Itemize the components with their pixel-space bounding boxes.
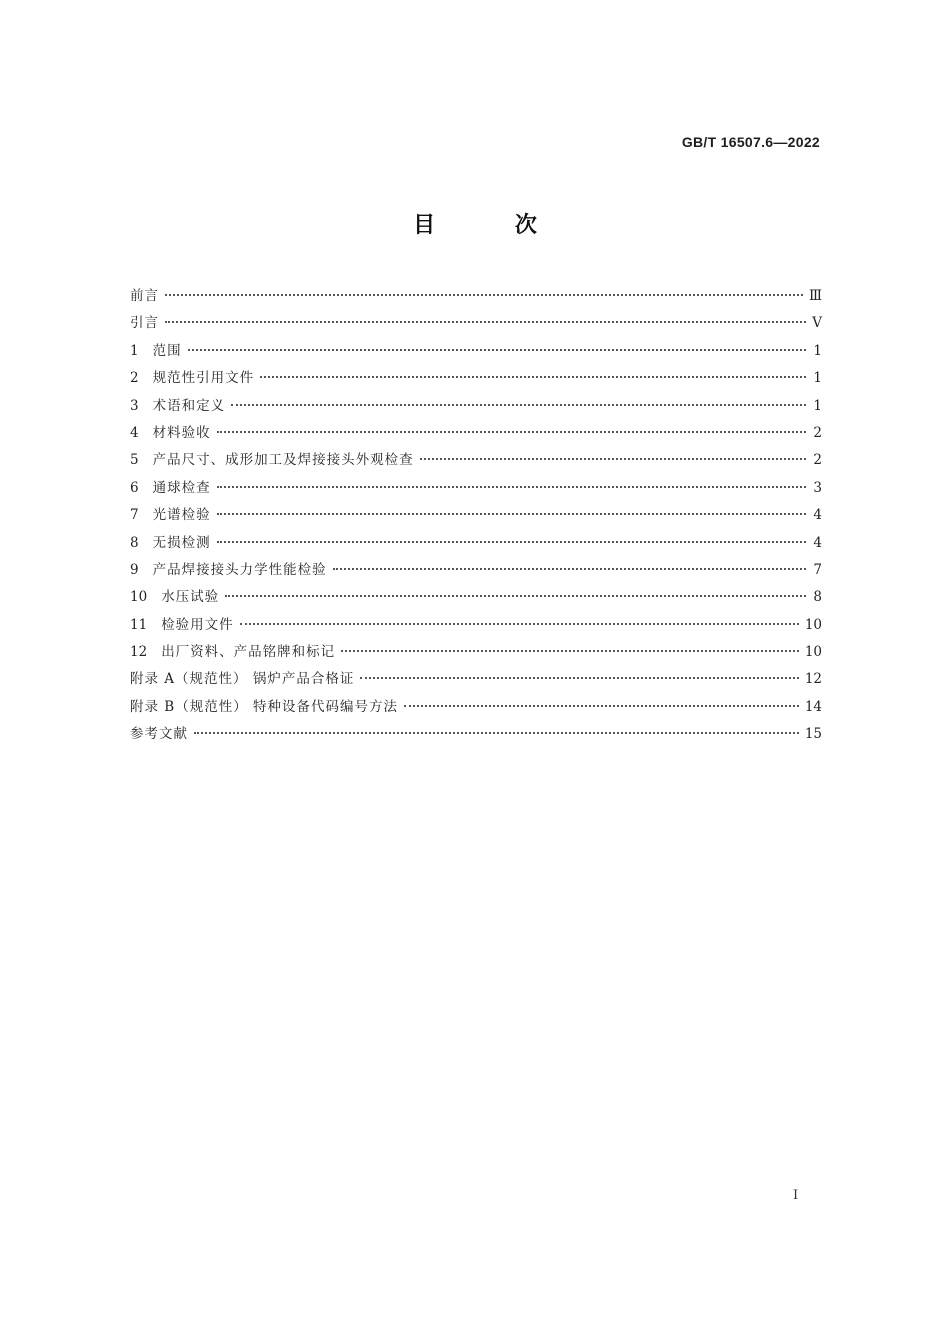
toc-number: 3 — [130, 397, 139, 414]
table-of-contents — [130, 283, 822, 749]
toc-number: 2 — [130, 370, 139, 387]
toc-label: 产品焊接接头力学性能检验 — [152, 561, 327, 578]
toc-label: 规范性引用文件 — [152, 370, 255, 387]
toc-leader — [217, 486, 806, 488]
standard-code: GB/T 16507.6—2022 — [681, 134, 820, 150]
toc-label: 出厂资料、产品铭牌和标记 — [161, 644, 336, 661]
toc-page-number: 4 — [813, 534, 822, 551]
toc-page-number: Ⅴ — [812, 315, 822, 332]
toc-page-number: 15 — [804, 726, 822, 743]
toc-leader — [217, 513, 806, 515]
toc-label: 术语和定义 — [152, 397, 226, 414]
toc-number: 8 — [130, 534, 139, 551]
toc-entry-11[interactable] — [130, 612, 822, 639]
toc-label: 参考文献 — [130, 726, 188, 743]
toc-leader — [188, 349, 806, 351]
toc-entry-bibliography[interactable] — [130, 721, 822, 748]
toc-page-number: 3 — [813, 479, 822, 496]
toc-leader — [231, 404, 806, 406]
toc-leader — [194, 732, 799, 734]
toc-page-number: 12 — [804, 671, 822, 688]
toc-number: 10 — [130, 589, 148, 606]
toc-leader — [420, 458, 806, 460]
toc-entry-10[interactable] — [130, 584, 822, 611]
toc-leader — [260, 376, 806, 378]
toc-label: 附录 B（规范性） 特种设备代码编号方法 — [130, 698, 399, 715]
toc-number: 6 — [130, 479, 139, 496]
toc-page-number: 1 — [813, 397, 822, 414]
toc-label: 引言 — [130, 315, 159, 332]
toc-label: 前言 — [130, 288, 159, 304]
toc-label: 产品尺寸、成形加工及焊接接头外观检查 — [152, 452, 414, 469]
toc-page-number: 8 — [813, 589, 822, 606]
toc-entry-appendix-a[interactable] — [130, 666, 822, 693]
toc-page-number: 1 — [813, 342, 822, 359]
toc-page-number: Ⅲ — [808, 288, 822, 304]
toc-entry-12[interactable] — [130, 639, 822, 666]
toc-label: 光谱检验 — [152, 507, 211, 524]
toc-entry-8[interactable] — [130, 530, 822, 557]
page-number: Ⅰ — [793, 1188, 799, 1203]
toc-entry-9[interactable] — [130, 557, 822, 584]
toc-leader — [341, 650, 799, 652]
toc-entry-2[interactable] — [130, 365, 822, 392]
toc-leader — [165, 294, 803, 296]
toc-entry-6[interactable] — [130, 475, 822, 502]
toc-page-number: 2 — [813, 452, 822, 469]
toc-label: 通球检查 — [152, 479, 211, 496]
toc-page-number: 7 — [813, 561, 822, 578]
toc-entry-4[interactable] — [130, 420, 822, 447]
toc-label: 范围 — [152, 342, 182, 359]
toc-page-number: 4 — [813, 507, 822, 524]
toc-number: 1 — [130, 342, 139, 359]
toc-number: 12 — [130, 644, 148, 661]
toc-leader — [333, 568, 806, 570]
toc-leader — [217, 431, 806, 433]
toc-label: 检验用文件 — [161, 616, 234, 633]
toc-entry-appendix-b[interactable] — [130, 694, 822, 721]
page-title: 目 次 — [413, 213, 573, 238]
toc-number: 7 — [130, 507, 139, 524]
toc-page-number: 1 — [813, 370, 822, 387]
toc-label: 附录 A（规范性） 锅炉产品合格证 — [130, 671, 355, 688]
toc-entry-7[interactable] — [130, 502, 822, 529]
toc-entry-5[interactable] — [130, 447, 822, 474]
toc-entry-3[interactable] — [130, 393, 822, 420]
toc-page-number: 10 — [804, 644, 822, 661]
toc-leader — [165, 321, 806, 323]
toc-entry-foreword[interactable] — [130, 283, 822, 310]
toc-entry-introduction[interactable] — [130, 310, 822, 337]
toc-number: 4 — [130, 424, 139, 441]
toc-page-number: 2 — [813, 424, 822, 441]
toc-entry-1[interactable] — [130, 338, 822, 365]
toc-number: 9 — [130, 561, 139, 578]
toc-leader — [217, 541, 806, 543]
toc-label: 水压试验 — [161, 589, 220, 606]
toc-label: 材料验收 — [152, 424, 211, 441]
toc-leader — [404, 705, 799, 707]
toc-leader — [240, 623, 799, 625]
toc-label: 无损检测 — [152, 534, 211, 551]
toc-page-number: 14 — [804, 698, 822, 715]
toc-number: 11 — [130, 616, 148, 633]
toc-page-number: 10 — [804, 616, 822, 633]
toc-leader — [360, 677, 798, 679]
toc-number: 5 — [130, 452, 139, 469]
toc-leader — [225, 595, 806, 597]
